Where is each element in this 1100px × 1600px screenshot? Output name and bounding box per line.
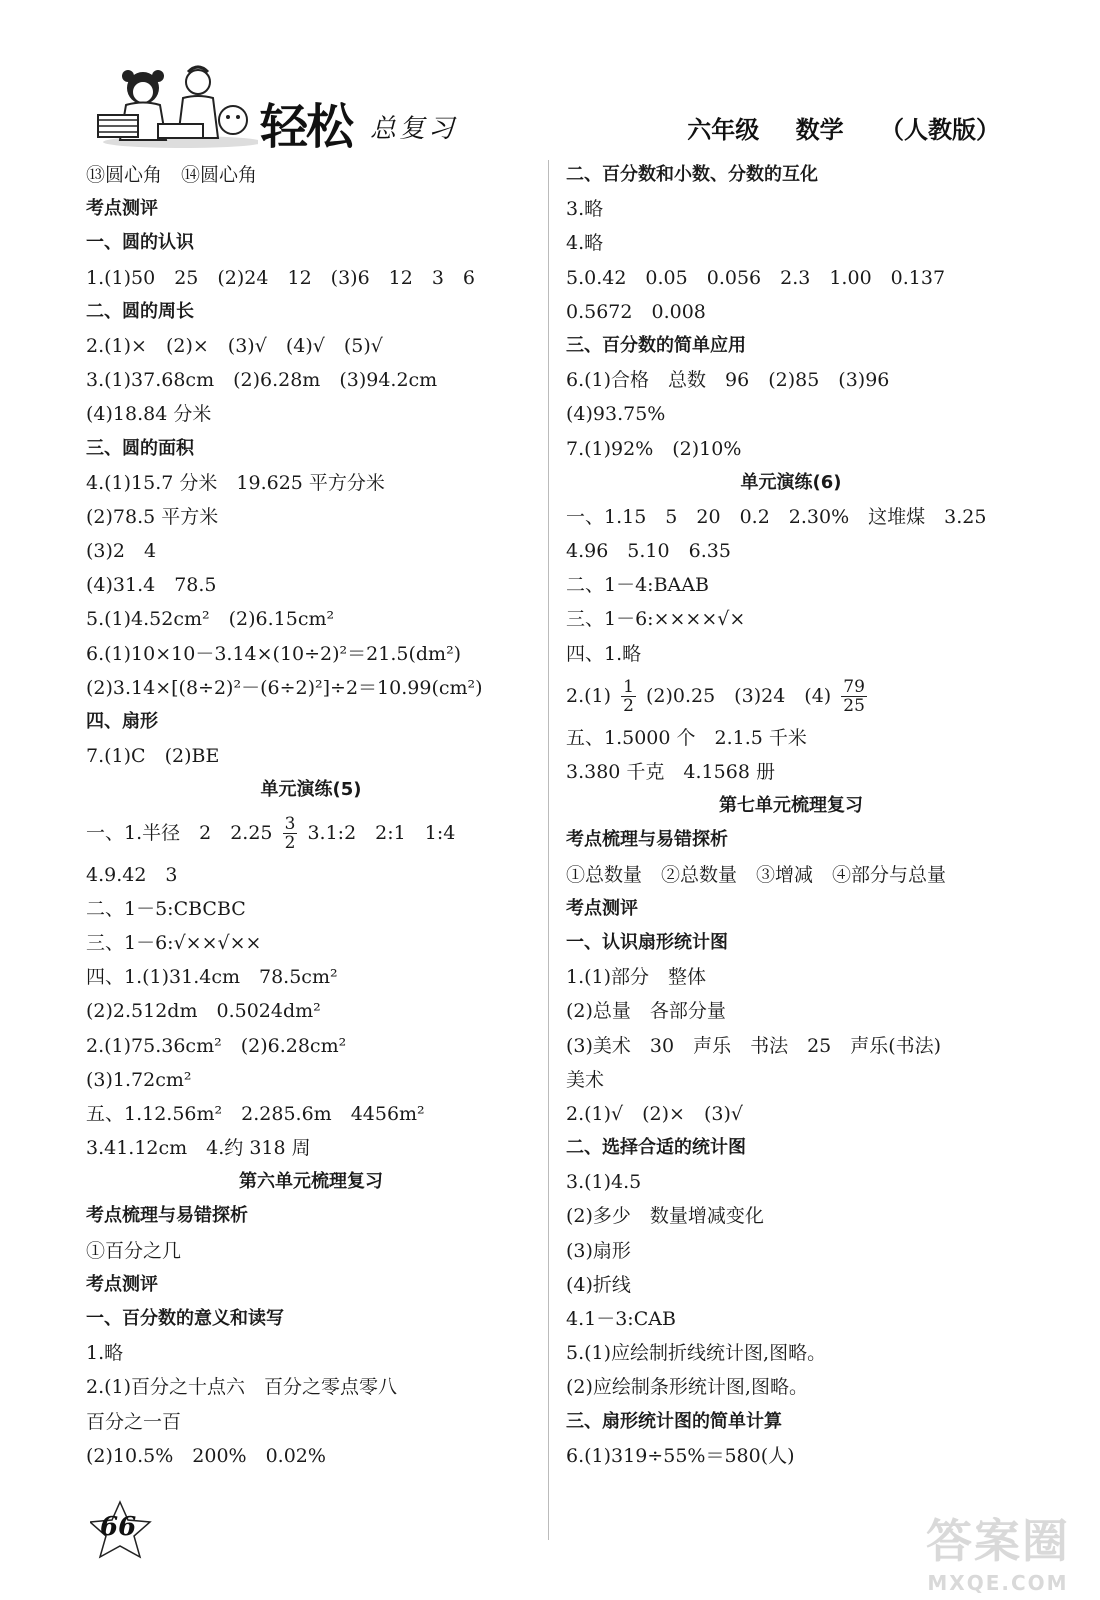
answer-line: (3)扇形 bbox=[566, 1239, 631, 1262]
answer-line: 1.(1)50 25 (2)24 12 (3)6 12 3 6 bbox=[86, 266, 476, 289]
answer-line: 6.(1)10×10－3.14×(10÷2)²＝21.5(dm²) bbox=[86, 642, 462, 665]
answer-line: (4)31.4 78.5 bbox=[86, 574, 217, 597]
answer-line: 三、1－6:××××√× bbox=[566, 608, 746, 631]
section-heading: 考点梳理与易错探析 bbox=[86, 1205, 248, 1227]
answer-line: 1.略 bbox=[86, 1342, 124, 1365]
section-heading: 三、圆的面积 bbox=[86, 437, 194, 459]
subject-label: 数学 bbox=[795, 116, 844, 144]
section-heading: 四、扇形 bbox=[86, 711, 158, 732]
answer-line: 美术 bbox=[566, 1068, 605, 1091]
answer-line bbox=[86, 808, 536, 858]
answer-line: 0.5672 0.008 bbox=[566, 300, 706, 323]
answer-line: 3.略 bbox=[566, 198, 604, 221]
answer-line: 百分之一百 bbox=[86, 1410, 182, 1433]
book-info bbox=[687, 110, 1000, 145]
unit-title: 单元演练(6) bbox=[740, 471, 842, 493]
answer-line: 4.9.42 3 bbox=[86, 863, 178, 886]
section-heading: 考点测评 bbox=[86, 198, 158, 220]
answer-line: 3.380 千克 4.1568 册 bbox=[566, 761, 775, 783]
answer-text: 3.1:2 2:1 1:4 bbox=[307, 821, 456, 844]
answer-line: 4.96 5.10 6.35 bbox=[566, 540, 731, 563]
section-heading: 一、百分数的意义和读写 bbox=[86, 1308, 284, 1329]
answer-line: 5.(1)4.52cm² (2)6.15cm² bbox=[86, 608, 335, 631]
fraction-denominator: 25 bbox=[843, 696, 865, 717]
answer-line: 三、1－6:√××√×× bbox=[86, 931, 262, 954]
answer-line: 6.(1)319÷55%＝580(人) bbox=[566, 1444, 795, 1467]
left-column bbox=[86, 158, 536, 1473]
fraction bbox=[283, 815, 298, 852]
answer-line: 4.(1)15.7 分米 19.625 平方分米 bbox=[86, 471, 385, 494]
answer-line: (2)3.14×[(8÷2)²－(6÷2)²]÷2＝10.99(cm²) bbox=[86, 676, 483, 699]
answer-line: 4.1－3:CAB bbox=[566, 1308, 676, 1330]
answer-line: (3)美术 30 声乐 书法 25 声乐(书法) bbox=[566, 1034, 942, 1057]
answer-line: ①总数量 ②总数量 ③增减 ④部分与总量 bbox=[566, 863, 947, 886]
kids-reading-illustration bbox=[88, 60, 258, 150]
answer-line: 五、1.12.56m² 2.285.6m 4456m² bbox=[86, 1102, 425, 1125]
answer-line: 4.略 bbox=[566, 232, 604, 255]
answer-line: 2.(1)√ (2)× (3)√ bbox=[566, 1102, 744, 1125]
section-heading: 一、认识扇形统计图 bbox=[566, 931, 728, 953]
fraction-numerator: 1 bbox=[623, 677, 634, 698]
section-heading: 考点梳理与易错探析 bbox=[566, 829, 728, 851]
answer-line: 四、1.(1)31.4cm 78.5cm² bbox=[86, 966, 338, 989]
page-header bbox=[70, 50, 1030, 155]
answer-line: 3.41.12cm 4.约 318 周 bbox=[86, 1137, 311, 1160]
answer-text: 一、1.半径 2 2.25 bbox=[86, 821, 273, 844]
edition-label: （人教版） bbox=[880, 116, 1000, 144]
answer-line: 5.0.42 0.05 0.056 2.3 1.00 0.137 bbox=[566, 266, 946, 289]
answer-text: (2)0.25 (3)24 (4) bbox=[645, 684, 832, 707]
section-heading: 二、圆的周长 bbox=[86, 300, 194, 322]
fraction-denominator: 2 bbox=[623, 696, 634, 717]
fraction bbox=[621, 678, 636, 715]
answer-line: (2)总量 各部分量 bbox=[566, 1000, 726, 1023]
column-divider bbox=[548, 160, 549, 1540]
answer-line: 二、1－4:BAAB bbox=[566, 574, 709, 597]
section-heading: 二、选择合适的统计图 bbox=[566, 1137, 746, 1159]
section-heading: 考点测评 bbox=[566, 897, 638, 919]
answer-line: (4)折线 bbox=[566, 1273, 631, 1296]
answer-line: 四、1.略 bbox=[566, 642, 642, 665]
answer-text: 2.(1) bbox=[566, 684, 612, 707]
answer-line: 5.(1)应绘制折线统计图,图略。 bbox=[566, 1342, 827, 1365]
answer-line: (2)应绘制条形统计图,图略。 bbox=[566, 1376, 808, 1399]
answer-line: (2)78.5 平方米 bbox=[86, 505, 219, 528]
fraction-denominator: 2 bbox=[284, 833, 296, 854]
brand-subtitle: 总复习 bbox=[370, 114, 458, 144]
fraction bbox=[841, 678, 867, 715]
section-heading: 二、百分数和小数、分数的互化 bbox=[566, 164, 818, 185]
watermark-logo-text: 答案圈 bbox=[926, 1514, 1070, 1568]
brand-title: 轻松 bbox=[260, 99, 353, 155]
answer-line: 3.(1)4.5 bbox=[566, 1171, 642, 1194]
answer-line: ⑬圆心角 ⑭圆心角 bbox=[86, 164, 258, 186]
answer-line: (2)多少 数量增减变化 bbox=[566, 1205, 764, 1228]
watermark-url: MXQE.COM bbox=[927, 1571, 1069, 1595]
watermark bbox=[926, 1505, 1070, 1595]
unit-title: 单元演练(5) bbox=[260, 779, 362, 801]
answer-line: ①百分之几 bbox=[86, 1239, 182, 1262]
answer-line: 2.(1)× (2)× (3)√ (4)√ (5)√ bbox=[86, 334, 383, 357]
answer-line: 一、1.15 5 20 0.2 2.30% 这堆煤 3.25 bbox=[566, 505, 987, 528]
answer-line: 五、1.5000 个 2.1.5 千米 bbox=[566, 726, 807, 749]
answer-line: 二、1－5:CBCBC bbox=[86, 897, 246, 920]
section-heading: 三、百分数的简单应用 bbox=[566, 334, 746, 356]
answer-line: (2)10.5% 200% 0.02% bbox=[86, 1444, 326, 1467]
answer-line: 7.(1)92% (2)10% bbox=[566, 437, 742, 460]
fraction-numerator: 3 bbox=[284, 814, 296, 835]
answer-line: 2.(1)75.36cm² (2)6.28cm² bbox=[86, 1034, 347, 1057]
answer-line: 2.(1)百分之十点六 百分之零点零八 bbox=[86, 1376, 398, 1399]
answer-line: 3.(1)37.68cm (2)6.28m (3)94.2cm bbox=[86, 369, 438, 392]
fraction-numerator: 79 bbox=[843, 677, 865, 698]
answer-line: 7.(1)C (2)BE bbox=[86, 745, 220, 768]
section-heading: 考点测评 bbox=[86, 1273, 158, 1295]
page-number-text: 66 bbox=[100, 1512, 137, 1542]
section-heading: 一、圆的认识 bbox=[86, 232, 194, 254]
answer-line bbox=[566, 671, 1016, 721]
unit-title: 第七单元梳理复习 bbox=[719, 795, 863, 817]
grade-label: 六年级 bbox=[687, 116, 760, 144]
section-heading: 三、扇形统计图的简单计算 bbox=[566, 1410, 782, 1432]
answer-line: (3)2 4 bbox=[86, 540, 157, 563]
unit-title: 第六单元梳理复习 bbox=[239, 1171, 383, 1193]
right-column bbox=[566, 158, 1016, 1473]
page-number bbox=[90, 1500, 160, 1560]
answer-line: (4)93.75% bbox=[566, 403, 666, 426]
answer-line: 6.(1)合格 总数 96 (2)85 (3)96 bbox=[566, 369, 890, 392]
answer-line: 1.(1)部分 整体 bbox=[566, 966, 707, 989]
answer-line: (2)2.512dm 0.5024dm² bbox=[86, 1000, 321, 1023]
answer-line: (3)1.72cm² bbox=[86, 1068, 192, 1091]
answer-line: (4)18.84 分米 bbox=[86, 403, 212, 426]
